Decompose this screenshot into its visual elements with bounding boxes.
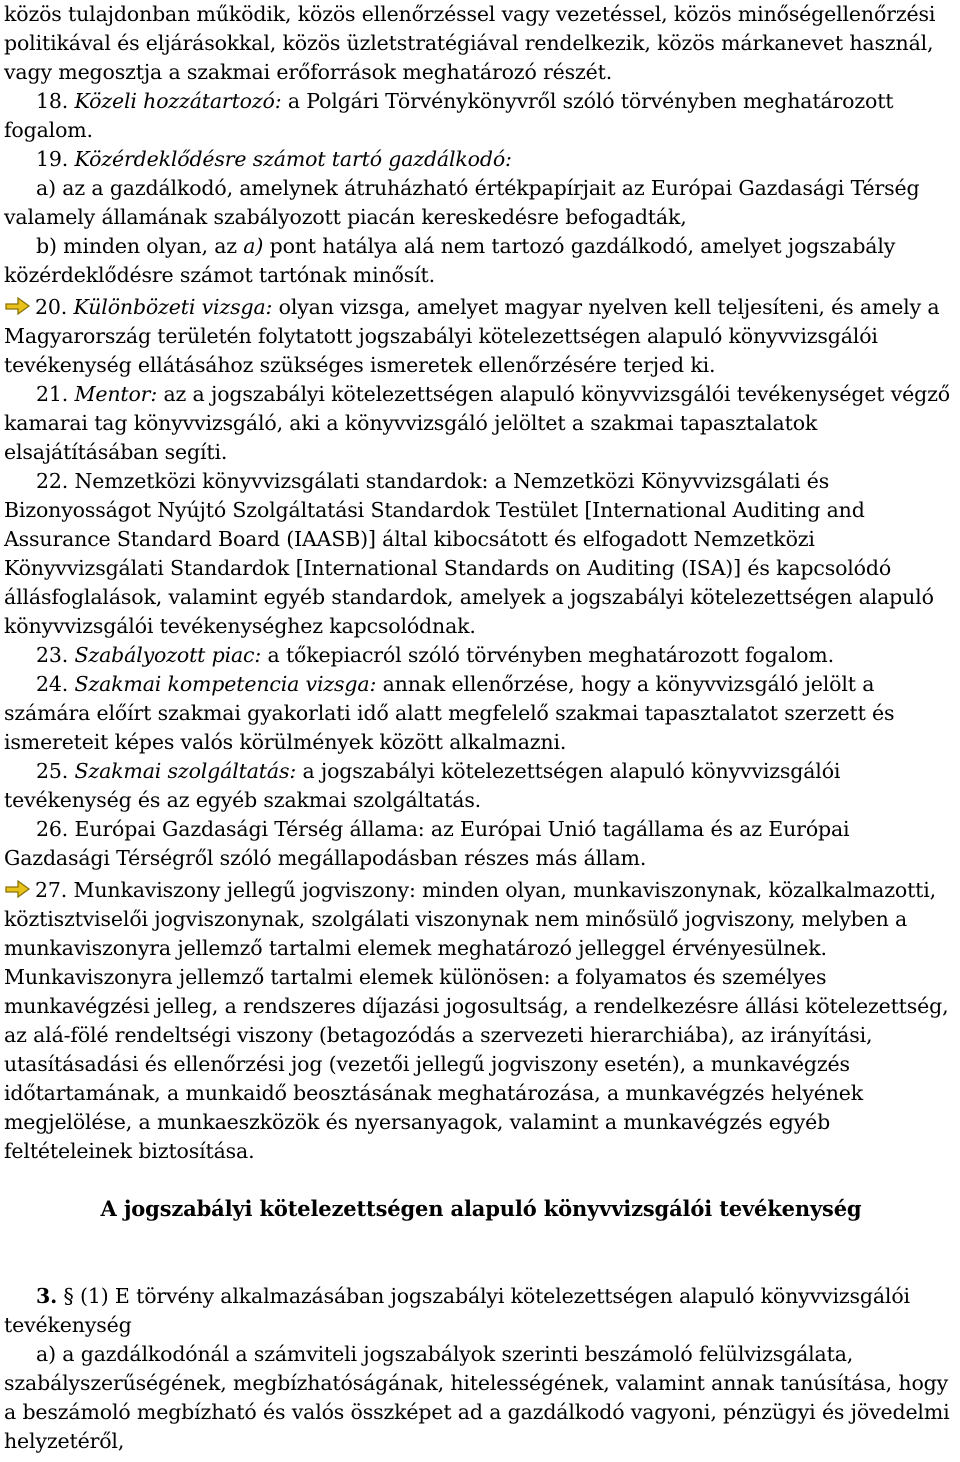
definition-term: Közérdeklődésre számot tartó gazdálkodó: bbox=[74, 147, 512, 171]
point-b-reference: a) bbox=[243, 234, 264, 258]
definition-term: Szakmai kompetencia vizsga: bbox=[74, 672, 377, 696]
definition-19-point-b bbox=[4, 232, 958, 290]
definition-22: 22. Nemzetközi könyvvizsgálati standardok: a Nemzetközi Könyvvizsgálati és Bizonyosságot Nyújtó Szolgáltatási Standardok Testület [International Auditing and Assurance Standard Board (IAASB)] által kibocsátott és elfogadott Nemzetközi Könyvvizsgálati Standardok [International Standards on Auditing (ISA)] és kapcsolódó állásfoglalások, valamint egyéb standardok, amelyek a jogszabályi kötelezettségen alapuló könyvvizsgálói tevékenységhez kapcsolódnak. bbox=[4, 469, 934, 638]
definition-term: Szakmai szolgáltatás: bbox=[74, 759, 297, 783]
definition-number: 23. bbox=[36, 643, 69, 667]
definition-19-point-a: a) az a gazdálkodó, amelynek átruházható értékpapírjait az Európai Gazdasági Térség valamely államának szabályozott piacán kereskedésre befogadták, bbox=[4, 176, 920, 229]
definition-term: Mentor: bbox=[74, 382, 158, 406]
definition-25 bbox=[4, 757, 958, 815]
definition-text: olyan vizsga, amelyet magyar nyelven kell teljesíteni, és amely a Magyarország területén folytatott jogszabályi kötelezettségen alapuló könyvvizsgálói tevékenység ellátásához szükséges ismeretek ellenőrzésére terjed ki. bbox=[4, 295, 940, 377]
definition-term: Szabályozott piac: bbox=[74, 643, 262, 667]
pointing-hand-icon[interactable] bbox=[4, 295, 32, 317]
definition-number: 20. bbox=[35, 295, 68, 319]
point-b-text: b) minden olyan, az bbox=[36, 234, 237, 258]
section-heading: A jogszabályi kötelezettségen alapuló könyvvizsgálói tevékenység bbox=[100, 1196, 862, 1221]
definition-18 bbox=[4, 87, 958, 145]
definition-number: 18. bbox=[36, 89, 69, 113]
section-intro-text: (1) E törvény alkalmazásában jogszabályi kötelezettségen alapuló könyvvizsgálói tevékenység bbox=[4, 1284, 910, 1337]
definition-19 bbox=[4, 145, 958, 174]
definition-23 bbox=[4, 641, 958, 670]
definition-26: 26. Európai Gazdasági Térség állama: az Európai Unió tagállama és az Európai Gazdasági Térségről szóló megállapodásban részes más állam. bbox=[4, 817, 850, 870]
pointing-hand-icon[interactable] bbox=[4, 878, 32, 900]
definition-27 bbox=[4, 876, 958, 1166]
definition-number: 19. bbox=[36, 147, 69, 171]
intro-paragraph: közös tulajdonban működik, közös ellenőrzéssel vagy vezetéssel, közös minőségellenőrzési politikával és eljárásokkal, közös üzletstratégiával rendelkezik, közös márkanevet használ, vagy megosztja a szakmai erőforrások meghatározó részét. bbox=[4, 2, 936, 84]
definition-text: annak ellenőrzése, hogy a könyvvizsgáló jelölt a számára előírt szakmai gyakorlati idő alatt megfelelő szakmai tapasztalatot szerzett és ismereteit képes valós körülmények között alkalmazni. bbox=[4, 672, 895, 754]
definition-term: Közeli hozzátartozó: bbox=[74, 89, 282, 113]
definition-number: 24. bbox=[36, 672, 69, 696]
definition-number: 25. bbox=[36, 759, 69, 783]
definition-text: a jogszabályi kötelezettségen alapuló könyvvizsgálói tevékenység és az egyéb szakmai szolgáltatás. bbox=[4, 759, 841, 812]
definition-20 bbox=[4, 293, 958, 380]
definition-text: az a jogszabályi kötelezettségen alapuló könyvvizsgálói tevékenységet végző kamarai tag könyvvizsgáló, aki a könyvvizsgáló jelöltet a szakmai tapasztalatok elsajátításában segíti. bbox=[4, 382, 950, 464]
section-symbol[interactable]: § bbox=[63, 1284, 74, 1308]
point-b-text-rest: pont hatálya alá nem tartozó gazdálkodó, amelyet jogszabály közérdeklődésre számot tartónak minősít. bbox=[4, 234, 896, 287]
definition-24 bbox=[4, 670, 958, 757]
section-3 bbox=[4, 1282, 958, 1456]
definition-text: a tőkepiacról szóló törvényben meghatározott fogalom. bbox=[267, 643, 834, 667]
definition-term: Különbözeti vizsga: bbox=[73, 295, 273, 319]
definition-number: 21. bbox=[36, 382, 69, 406]
section-number: 3. bbox=[36, 1284, 58, 1308]
definition-text: 27. Munkaviszony jellegű jogviszony: minden olyan, munkaviszonynak, közalkalmazotti, köztisztviselői jogviszonynak, szolgálati viszonynak nem minősülő jogviszony, melyben a munkaviszonyra jellemző tartalmi elemek meghatározó jelleggel érvényesülnek. Munkaviszonyra jellemző tartalmi elemek különösen: a folyamatos és személyes munkavégzési jelleg, a rendszeres díjazási jogosultság, a rendelkezésre állási kötelezettség, az alá-fölé rendeltségi viszony (betagozódás a szervezeti hierarchiába), az irányítási, utasításadási és ellenőrzési jog (vezetői jellegű jogviszony esetén), a munkavégzés időtartamának, a munkaidő beosztásának meghatározása, a munkavégzés helyének megjelölése, a munkaeszközök és nyersanyagok, valamint a munkavégzés egyéb feltételeinek biztosítása. bbox=[4, 878, 949, 1163]
definition-text: a Polgári Törvénykönyvről szóló törvényben meghatározott fogalom. bbox=[4, 89, 894, 142]
definition-21 bbox=[4, 380, 958, 467]
section-3-point-a: a) a gazdálkodónál a számviteli jogszabályok szerinti beszámoló felülvizsgálata, szabályszerűségének, megbízhatóságának, hitelességének, valamint annak tanúsítása, hogy a beszámoló megbízható és valós összképet ad a gazdálkodó vagyoni, pénzügyi és jövedelmi helyzetéről, bbox=[4, 1342, 950, 1453]
section-3-intro bbox=[4, 1282, 958, 1340]
